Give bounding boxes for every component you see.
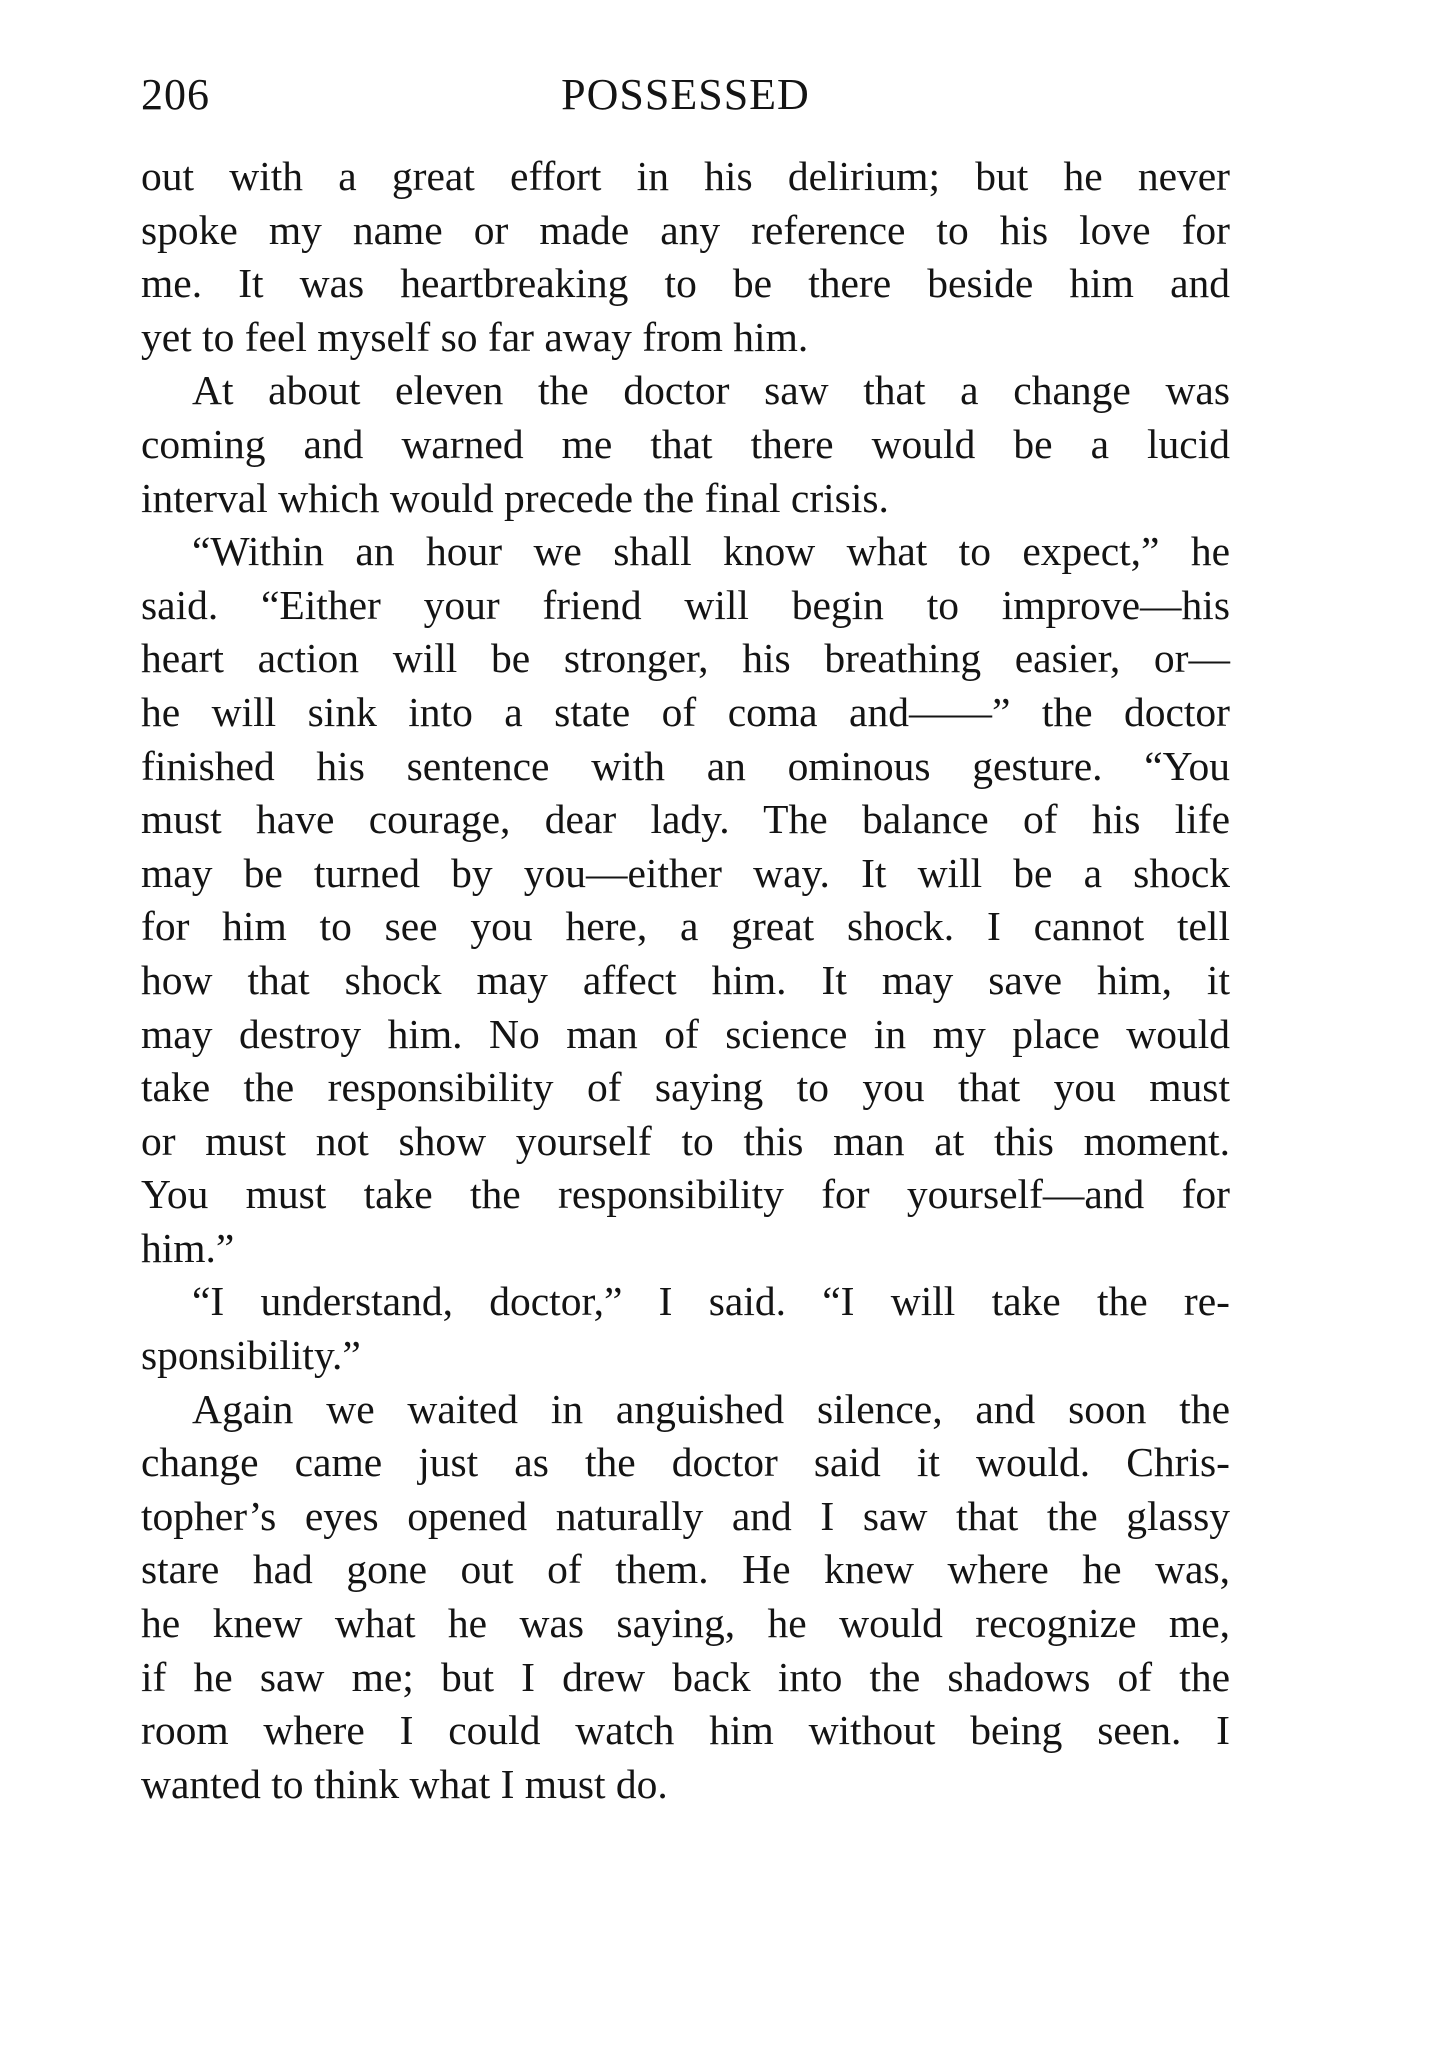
text-line: interval which would precede the final crisis. <box>141 474 889 521</box>
page-number: 206 <box>141 70 210 119</box>
text-line: take the responsibility of saying to you that you must <box>141 1064 1230 1111</box>
text-line: room where I could watch him without being seen. I <box>141 1707 1230 1754</box>
body-text <box>141 150 1230 1811</box>
running-head <box>141 66 1230 124</box>
text-line: “Within an hour we shall know what to expect,” he <box>192 528 1230 575</box>
text-line: if he saw me; but I drew back into the shadows of the <box>141 1653 1230 1700</box>
running-title: POSSESSED <box>561 70 810 119</box>
text-line: wanted to think what I must do. <box>141 1760 668 1807</box>
text-line: he knew what he was saying, he would recognize me, <box>141 1600 1230 1647</box>
text-line: topher’s eyes opened naturally and I saw that the glassy <box>141 1492 1230 1539</box>
text-line: how that shock may affect him. It may save him, it <box>141 956 1230 1003</box>
text-line: said. “Either your friend will begin to improve—his <box>141 581 1230 628</box>
text-line: spoke my name or made any reference to his love for <box>141 206 1230 253</box>
text-line: finished his sentence with an ominous gesture. “You <box>141 742 1230 789</box>
text-line: “I understand, doctor,” I said. “I will take the re- <box>192 1278 1230 1325</box>
text-line: for him to see you here, a great shock. I cannot tell <box>141 903 1230 950</box>
text-line: At about eleven the doctor saw that a change was <box>192 367 1230 414</box>
text-line: coming and warned me that there would be a lucid <box>141 420 1230 467</box>
text-line: sponsibility.” <box>141 1332 361 1379</box>
text-line: yet to feel myself so far away from him. <box>141 313 809 360</box>
text-line: may be turned by you—either way. It will be a shock <box>141 849 1230 896</box>
text-line: out with a great effort in his delirium; but he never <box>141 153 1230 199</box>
text-line: stare had gone out of them. He knew where he was, <box>141 1546 1230 1593</box>
text-line: he will sink into a state of coma and——” the doctor <box>141 688 1230 735</box>
text-line: You must take the responsibility for yourself—and for <box>141 1171 1230 1218</box>
text-line: must have courage, dear lady. The balance of his life <box>141 796 1230 843</box>
text-line: Again we waited in anguished silence, and soon the <box>192 1385 1230 1432</box>
text-line: or must not show yourself to this man at this moment. <box>141 1117 1230 1164</box>
text-line: me. It was heartbreaking to be there beside him and <box>141 260 1230 307</box>
text-line: may destroy him. No man of science in my place would <box>141 1010 1230 1057</box>
text-line: change came just as the doctor said it would. Chris- <box>141 1439 1230 1486</box>
text-line: heart action will be stronger, his breathing easier, or— <box>141 635 1230 682</box>
text-line: him.” <box>141 1224 235 1271</box>
